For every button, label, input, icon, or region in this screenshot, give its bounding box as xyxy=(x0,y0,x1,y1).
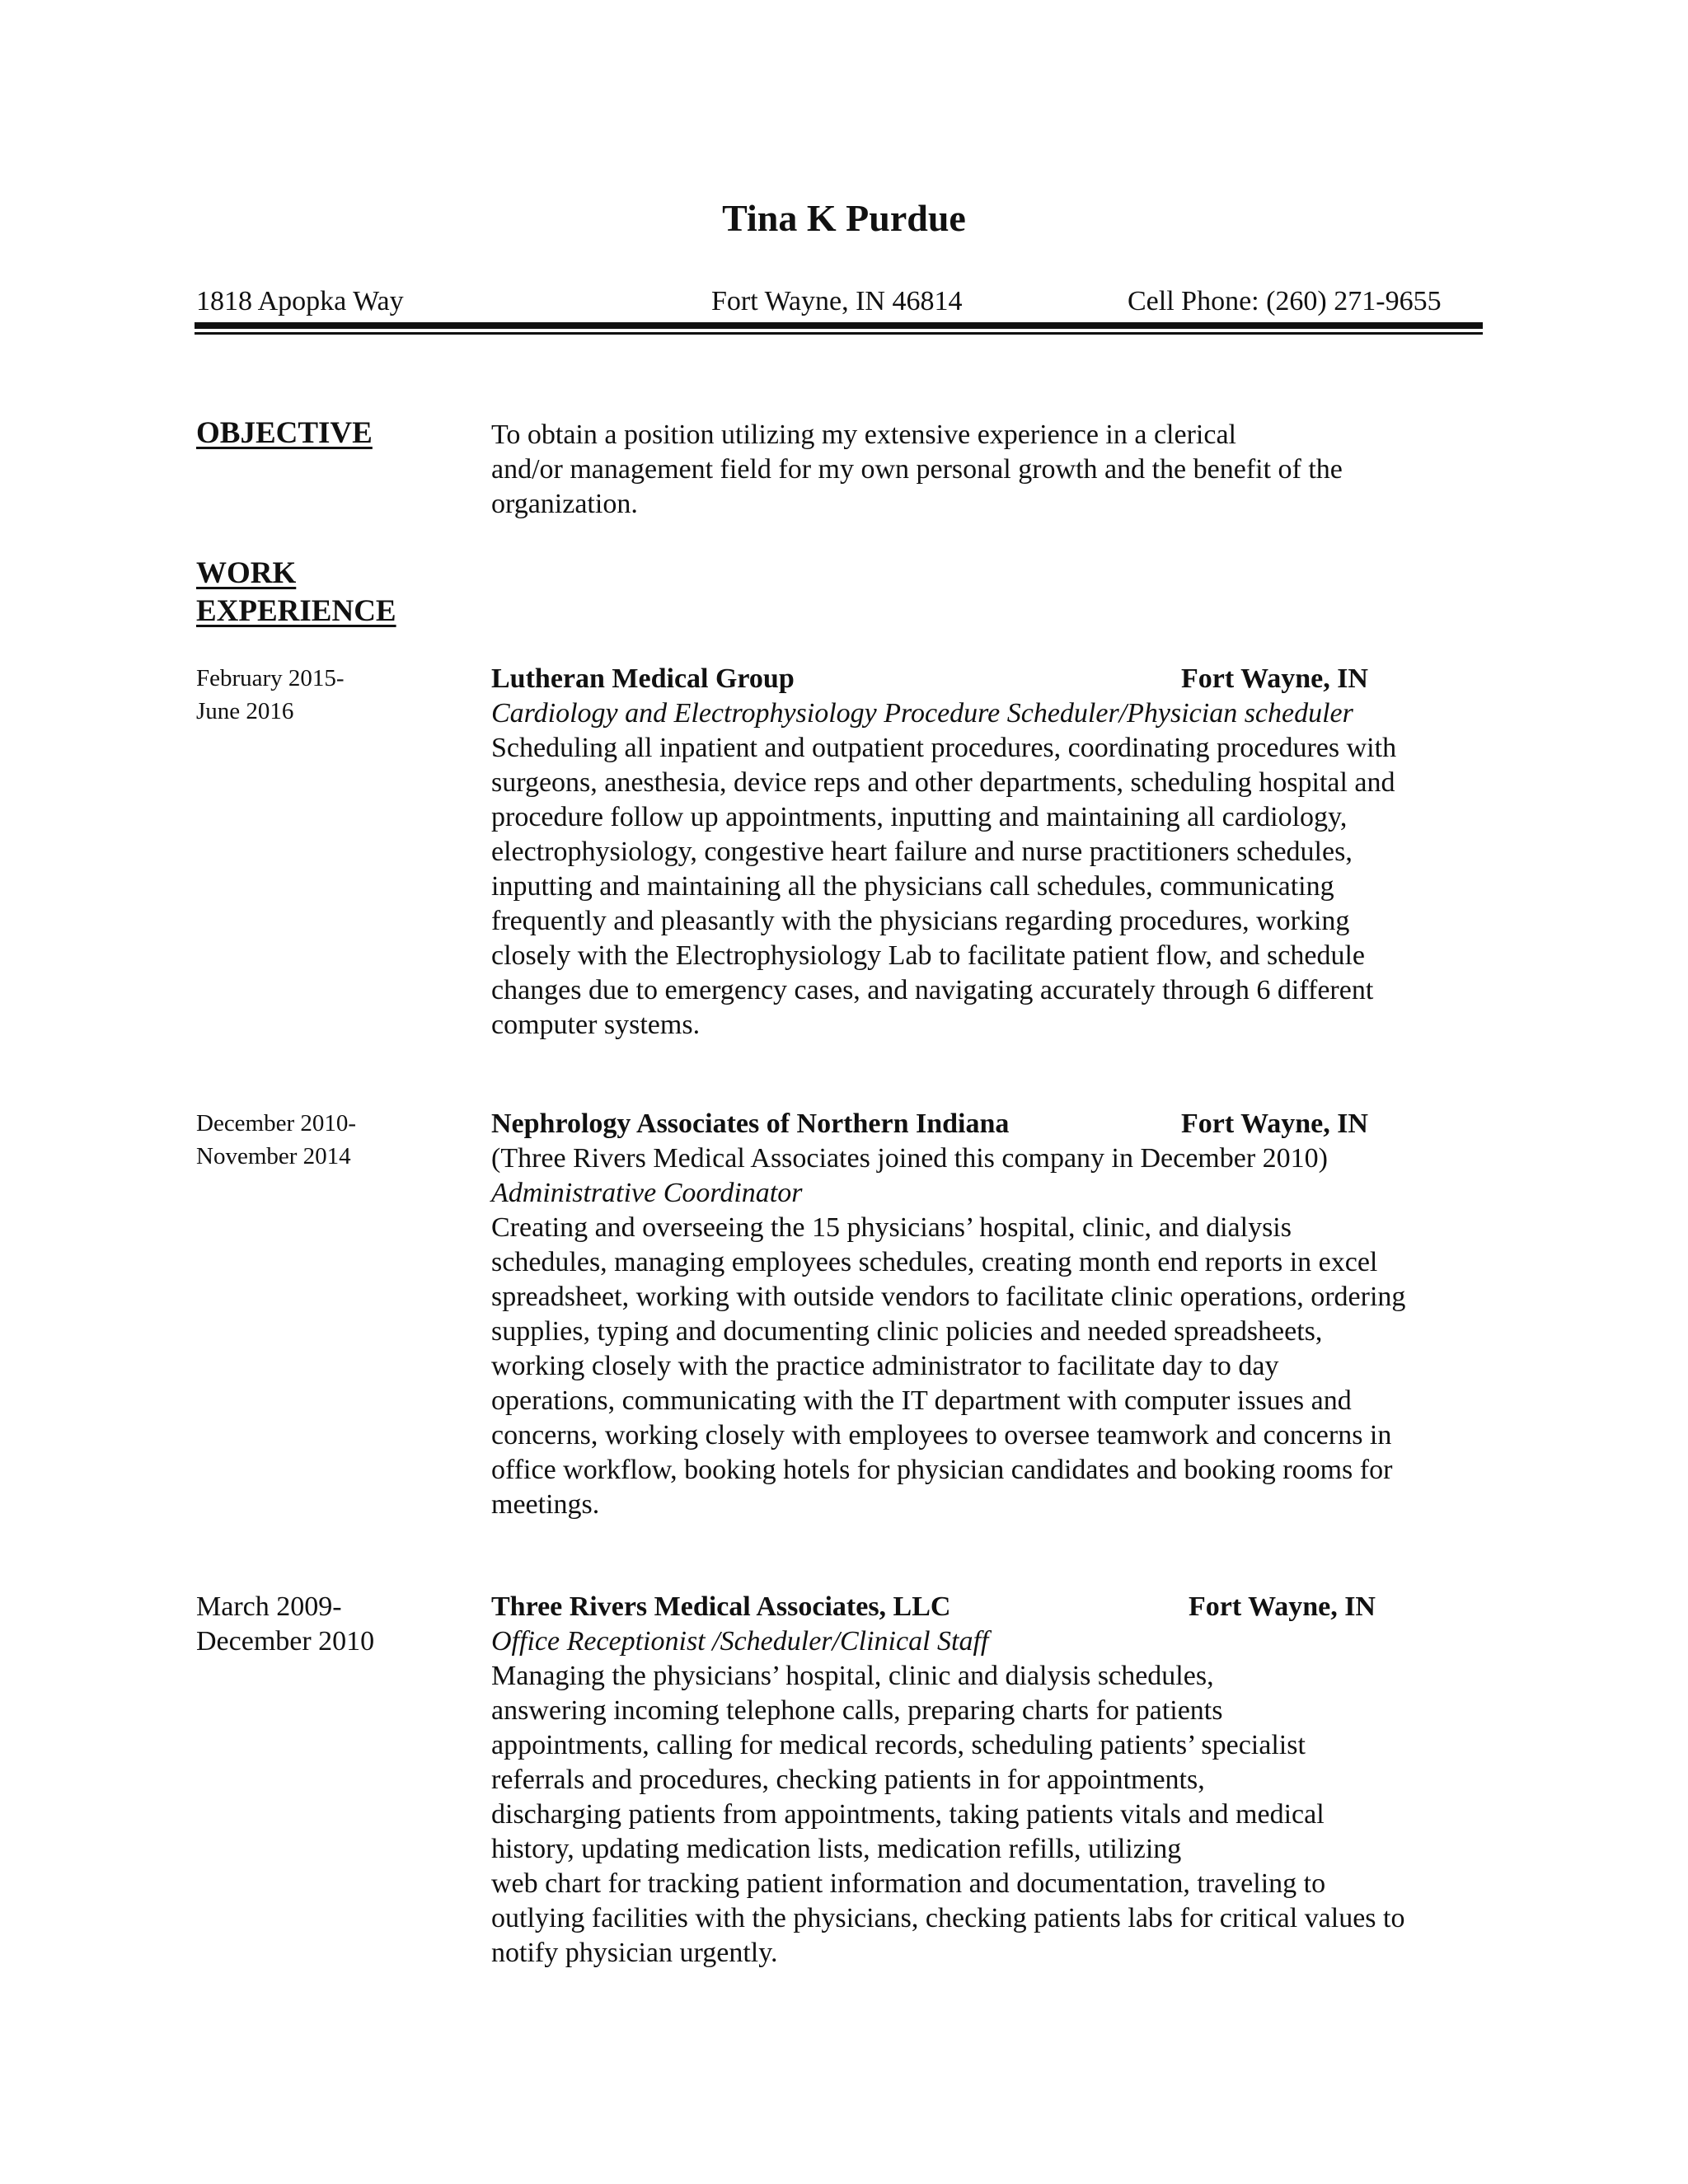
job-description-line: frequently and pleasantly with the physicians regarding procedures, working xyxy=(491,906,1350,936)
job-company: Three Rivers Medical Associates, LLC xyxy=(491,1591,951,1622)
contact-phone: Cell Phone: (260) 271-9655 xyxy=(1128,286,1442,316)
job-description-line: appointments, calling for medical records, scheduling patients’ specialist xyxy=(491,1730,1306,1760)
job-date-line: June 2016 xyxy=(196,698,294,724)
job-date-line: December 2010- xyxy=(196,1110,357,1137)
job-description-line: meetings. xyxy=(491,1489,600,1520)
work-experience-heading: WORK EXPERIENCE xyxy=(196,556,396,628)
job-date-line: November 2014 xyxy=(196,1143,351,1169)
objective-line: and/or management field for my own personal growth and the benefit of the xyxy=(491,454,1343,485)
job-description-line: procedure follow up appointments, inputting and maintaining all cardiology, xyxy=(491,802,1348,832)
job-description-line: working closely with the practice administrator to facilitate day to day xyxy=(491,1351,1279,1381)
job-description-line: web chart for tracking patient information and documentation, traveling to xyxy=(491,1868,1326,1899)
job-description-line: schedules, managing employees schedules, creating month end reports in excel xyxy=(491,1247,1378,1277)
job-description-line: notify physician urgently. xyxy=(491,1938,778,1968)
job-description-line: discharging patients from appointments, taking patients vitals and medical xyxy=(491,1799,1325,1830)
job-location: Fort Wayne, IN xyxy=(1189,1591,1376,1622)
job-dates xyxy=(196,662,460,728)
job-header xyxy=(491,1590,1505,1624)
job-entry xyxy=(491,1590,1505,1971)
job-description xyxy=(491,1659,1505,1971)
job-description-line: closely with the Electrophysiology Lab to facilitate patient flow, and schedule xyxy=(491,940,1365,971)
job-description-line: Scheduling all inpatient and outpatient procedures, coordinating procedures with xyxy=(491,733,1397,763)
header-divider-thin xyxy=(195,332,1483,335)
job-description-line: concerns, working closely with employees to oversee teamwork and concerns in xyxy=(491,1420,1392,1451)
job-description-line: operations, communicating with the IT department with computer issues and xyxy=(491,1385,1352,1416)
objective-line: To obtain a position utilizing my extensive experience in a clerical xyxy=(491,419,1236,450)
objective-line: organization. xyxy=(491,489,638,519)
job-location: Fort Wayne, IN xyxy=(1181,663,1368,694)
job-entry xyxy=(491,1107,1505,1522)
objective-text xyxy=(491,418,1497,522)
job-note: (Three Rivers Medical Associates joined this company in December 2010) xyxy=(491,1143,1328,1174)
header-divider-thick xyxy=(195,322,1483,329)
job-title: Cardiology and Electrophysiology Procedure Scheduler/Physician scheduler xyxy=(491,698,1353,729)
job-description-line: spreadsheet, working with outside vendors to facilitate clinic operations, ordering xyxy=(491,1282,1406,1312)
job-header xyxy=(491,1107,1505,1141)
job-description-line: office workflow, booking hotels for physician candidates and booking rooms for xyxy=(491,1455,1393,1485)
job-description xyxy=(491,1211,1505,1522)
job-description-line: outlying facilities with the physicians, checking patients labs for critical values to xyxy=(491,1903,1405,1933)
job-company: Nephrology Associates of Northern Indiana xyxy=(491,1108,1010,1139)
job-description-line: Creating and overseeing the 15 physicians’ hospital, clinic, and dialysis xyxy=(491,1212,1292,1243)
job-entry xyxy=(491,662,1505,1043)
contact-city: Fort Wayne, IN 46814 xyxy=(711,286,963,316)
job-description-line: surgeons, anesthesia, device reps and other departments, scheduling hospital and xyxy=(491,767,1395,798)
job-description-line: inputting and maintaining all the physicians call schedules, communicating xyxy=(491,871,1334,902)
job-description-line: history, updating medication lists, medication refills, utilizing xyxy=(491,1834,1182,1864)
resume-name: Tina K Purdue xyxy=(722,197,966,239)
job-location: Fort Wayne, IN xyxy=(1181,1108,1368,1139)
job-title: Administrative Coordinator xyxy=(491,1178,803,1208)
job-description xyxy=(491,731,1505,1043)
job-date-line: February 2015- xyxy=(196,665,345,691)
objective-heading: OBJECTIVE xyxy=(196,416,373,450)
job-description-line: supplies, typing and documenting clinic policies and needed spreadsheets, xyxy=(491,1316,1323,1347)
job-description-line: Managing the physicians’ hospital, clinic and dialysis schedules, xyxy=(491,1661,1214,1691)
job-company: Lutheran Medical Group xyxy=(491,663,795,694)
job-title: Office Receptionist /Scheduler/Clinical Staff xyxy=(491,1626,989,1657)
job-description-line: computer systems. xyxy=(491,1010,701,1040)
job-dates xyxy=(196,1590,460,1659)
contact-address: 1818 Apopka Way xyxy=(196,286,404,316)
job-date-line: December 2010 xyxy=(196,1626,375,1657)
job-description-line: referrals and procedures, checking patients in for appointments, xyxy=(491,1765,1205,1795)
job-date-line: March 2009- xyxy=(196,1591,342,1622)
job-description-line: answering incoming telephone calls, preparing charts for patients xyxy=(491,1695,1223,1726)
job-description-line: electrophysiology, congestive heart failure and nurse practitioners schedules, xyxy=(491,837,1353,867)
job-description-line: changes due to emergency cases, and navigating accurately through 6 different xyxy=(491,975,1374,1005)
job-dates xyxy=(196,1107,460,1173)
job-header xyxy=(491,662,1505,696)
